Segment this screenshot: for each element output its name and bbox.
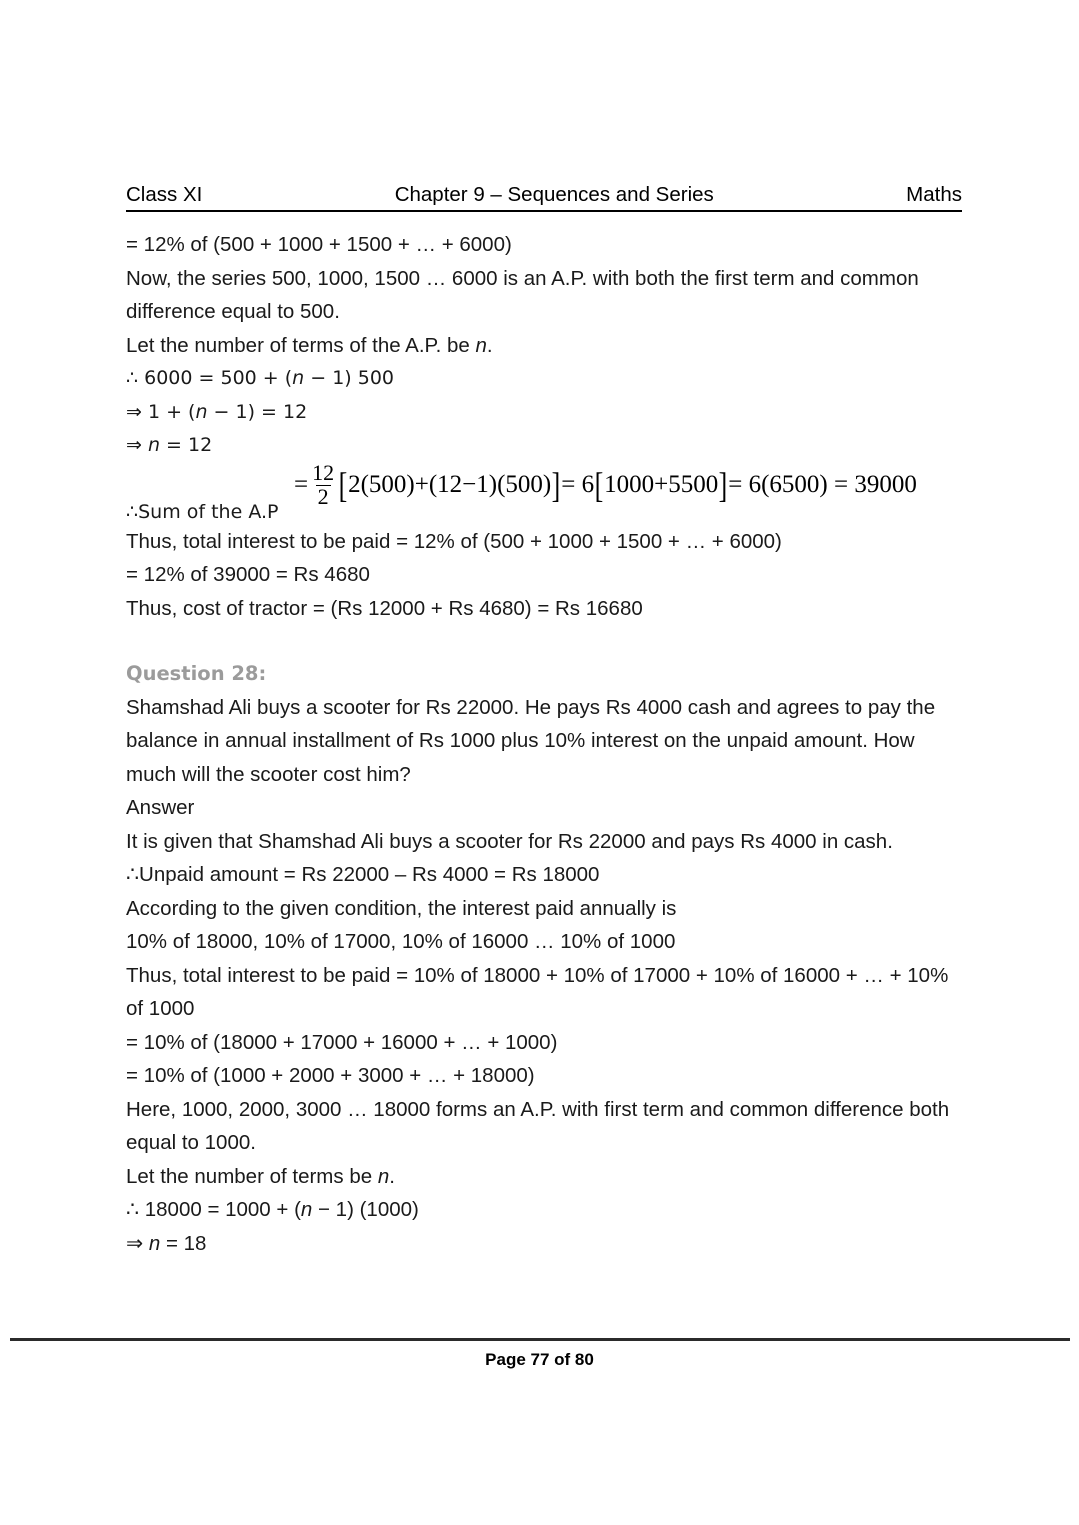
- answer-line-6: = 10% of (18000 + 17000 + 16000 + … + 1000): [126, 1030, 558, 1054]
- formula-denominator: 2: [317, 483, 329, 509]
- page-header: [126, 183, 962, 212]
- solution-line-3-text: Let the number of terms of the A.P. be: [126, 333, 476, 357]
- page-number-footer: Page 77 of 80: [485, 1350, 594, 1369]
- variable-n: n: [377, 1164, 390, 1188]
- formula-bracket2-open: [: [594, 465, 604, 506]
- answer-line-9-suffix: .: [389, 1164, 395, 1188]
- equation-3-suffix: = 12: [160, 434, 213, 456]
- solution-equation-3: [126, 429, 966, 463]
- formula-equals-1: =: [294, 471, 309, 499]
- formula-bracket2-close: ]: [718, 465, 728, 506]
- header-class-label: Class XI: [126, 183, 203, 206]
- solution-line-3: [126, 329, 966, 363]
- variable-n: n: [292, 367, 305, 389]
- variable-n: n: [147, 434, 161, 456]
- answer-line-8: Here, 1000, 2000, 3000 … 18000 forms an A.P. with first term and common difference both equal to 1000.: [126, 1097, 950, 1154]
- formula-fraction: [310, 462, 336, 508]
- solution-line-2: Now, the series 500, 1000, 1500 … 6000 is an A.P. with both the first term and common difference equal to 500.: [126, 266, 919, 323]
- footer-divider: [10, 1338, 1070, 1341]
- solution-equation-1: [126, 362, 966, 396]
- page-content: [126, 228, 966, 1260]
- answer-equation-1-prefix: ∴ 18000 = 1000 + (: [126, 1198, 301, 1221]
- variable-n: n: [195, 400, 208, 423]
- variable-n: n: [300, 1198, 313, 1221]
- solution-line-3-end: .: [486, 333, 493, 357]
- formula-inner-2: 1000+5500: [604, 471, 719, 499]
- variable-n: n: [148, 1231, 161, 1255]
- formula-inner-1: 2(500)+(12−1)(500): [348, 471, 552, 499]
- answer-line-4: 10% of 18000, 10% of 17000, 10% of 16000 … 10% of 1000: [126, 930, 676, 953]
- header-subject-label: Maths: [906, 183, 962, 206]
- answer-label: Answer: [126, 796, 195, 819]
- answer-line-2: ∴Unpaid amount = Rs 22000 – Rs 4000 = Rs 18000: [126, 863, 600, 886]
- equation-1-suffix: − 1) 500: [304, 367, 395, 389]
- formula-numerator: 12: [312, 460, 335, 486]
- formula-equals-2: = 6: [561, 471, 595, 499]
- solution-line-8: = 12% of 39000 = Rs 4680: [126, 563, 370, 586]
- answer-line-3: According to the given condition, the interest paid annually is: [126, 896, 677, 920]
- answer-line-9: [126, 1160, 966, 1194]
- answer-line-9-prefix: Let the number of terms be: [126, 1164, 378, 1188]
- equation-3-prefix: ⇒: [126, 434, 148, 456]
- answer-equation-1-suffix: − 1) (1000): [312, 1198, 419, 1221]
- equation-2-prefix: ⇒ 1 + (: [126, 400, 196, 423]
- answer-equation-2-suffix: = 18: [160, 1231, 207, 1255]
- solution-line-1: = 12% of (500 + 1000 + 1500 + … + 6000): [126, 233, 512, 256]
- answer-line-1: It is given that Shamshad Ali buys a scooter for Rs 22000 and pays Rs 4000 in cash.: [126, 829, 893, 853]
- solution-line-9: Thus, cost of tractor = (Rs 12000 + Rs 4680) = Rs 16680: [126, 596, 643, 620]
- answer-line-7: = 10% of (1000 + 2000 + 3000 + … + 18000): [126, 1064, 535, 1087]
- solution-equation-2: [126, 396, 966, 430]
- answer-equation-1: [126, 1193, 966, 1227]
- answer-equation-2: [126, 1227, 966, 1261]
- sum-formula-label: ∴Sum of the A.P: [126, 500, 279, 523]
- equation-2-suffix: − 1) = 12: [207, 400, 308, 423]
- formula-bracket-close: ]: [551, 465, 561, 506]
- question-statement: Shamshad Ali buys a scooter for Rs 22000. He pays Rs 4000 cash and agrees to pay the balance in annual installment of Rs 1000 plus 10% interest on the unpaid amount. How much will the scooter cost him?: [126, 695, 936, 786]
- question-heading: Question 28:: [126, 662, 267, 685]
- equation-1-prefix: ∴ 6000 = 500 + (: [126, 367, 293, 389]
- header-chapter-title: Chapter 9 – Sequences and Series: [394, 183, 714, 206]
- sum-formula-expression: [294, 462, 917, 508]
- answer-equation-2-prefix: ⇒: [126, 1231, 149, 1255]
- answer-line-5: Thus, total interest to be paid = 10% of 18000 + 10% of 17000 + 10% of 16000 + … + 10% of 1000: [126, 963, 949, 1020]
- solution-line-7: Thus, total interest to be paid = 12% of (500 + 1000 + 1500 + … + 6000): [126, 529, 782, 553]
- sum-formula-row: [126, 460, 966, 525]
- formula-bracket-open: [: [338, 465, 348, 506]
- formula-equals-3: = 6(6500) = 39000: [728, 471, 917, 499]
- variable-n: n: [475, 333, 487, 357]
